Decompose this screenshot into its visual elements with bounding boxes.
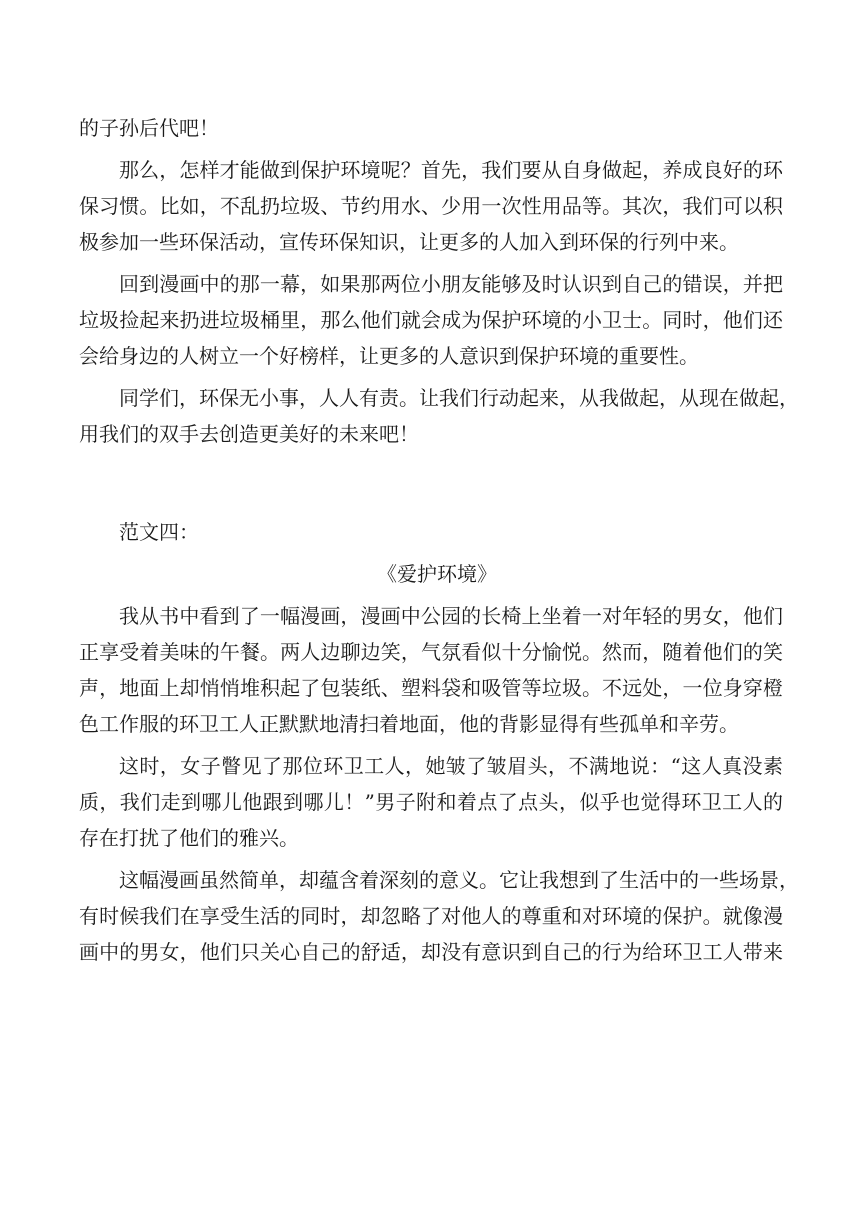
document-page — [79, 110, 799, 970]
text-line: 正享受着美味的午餐。两人边聊边笑，气氛看似十分愉悦。然而，随着他们的笑 — [79, 640, 783, 664]
text-line: 的子孙后代吧！ — [79, 116, 219, 140]
text-line: 同学们，环保无小事，人人有责。让我们行动起来，从我做起，从现在做起， — [119, 386, 799, 410]
text-line: 我从书中看到了一幅漫画，漫画中公园的长椅上坐着一对年轻的男女，他们 — [119, 604, 783, 628]
text-line: 那么，怎样才能做到保护环境呢？首先，我们要从自身做起，养成良好的环 — [119, 158, 783, 182]
paragraph-back-to-comic — [79, 266, 783, 374]
paragraph-woman-complains — [79, 748, 783, 856]
paragraph-closing — [79, 380, 799, 452]
text-line: 色工作服的环卫工人正默默地清扫着地面，他的背影显得有些孤单和辛劳。 — [79, 712, 739, 736]
section-heading: 范文四： — [119, 520, 199, 544]
text-line: 保习惯。比如，不乱扔垃圾、节约用水、少用一次性用品等。其次，我们可以积 — [79, 194, 783, 218]
text-line: 有时候我们在享受生活的同时，却忽略了对他人的尊重和对环境的保护。就像漫 — [79, 904, 783, 928]
essay-title: 《爱护环境》 — [377, 562, 497, 586]
text-line: 极参加一些环保活动，宣传环保知识，让更多的人加入到环保的行列中来。 — [79, 230, 739, 254]
paragraph-comic-description — [79, 598, 783, 742]
text-line: 垃圾捡起来扔进垃圾桶里，那么他们就会成为保护环境的小卫士。同时，他们还 — [79, 308, 783, 332]
text-line: 画中的男女，他们只关心自己的舒适，却没有意识到自己的行为给环卫工人带来 — [79, 940, 783, 964]
paragraph-comic-meaning — [79, 862, 799, 970]
text-line: 会给身边的人树立一个好榜样，让更多的人意识到保护环境的重要性。 — [79, 344, 699, 368]
text-line: 回到漫画中的那一幕，如果那两位小朋友能够及时认识到自己的错误，并把 — [119, 272, 783, 296]
text-line: 用我们的双手去创造更美好的未来吧！ — [79, 422, 419, 446]
text-line: 质，我们走到哪儿他跟到哪儿！”男子附和着点了点头，似乎也觉得环卫工人的 — [79, 790, 783, 814]
paragraph-how-to-protect — [79, 152, 783, 260]
text-line: 这幅漫画虽然简单，却蕴含着深刻的意义。它让我想到了生活中的一些场景， — [119, 868, 799, 892]
paragraph-continuation — [79, 110, 783, 146]
text-line: 存在打扰了他们的雅兴。 — [79, 826, 299, 850]
text-line: 这时，女子瞥见了那位环卫工人，她皱了皱眉头，不满地说：“这人真没素 — [119, 754, 783, 778]
text-line: 声，地面上却悄悄堆积起了包装纸、塑料袋和吸管等垃圾。不远处，一位身穿橙 — [79, 676, 783, 700]
